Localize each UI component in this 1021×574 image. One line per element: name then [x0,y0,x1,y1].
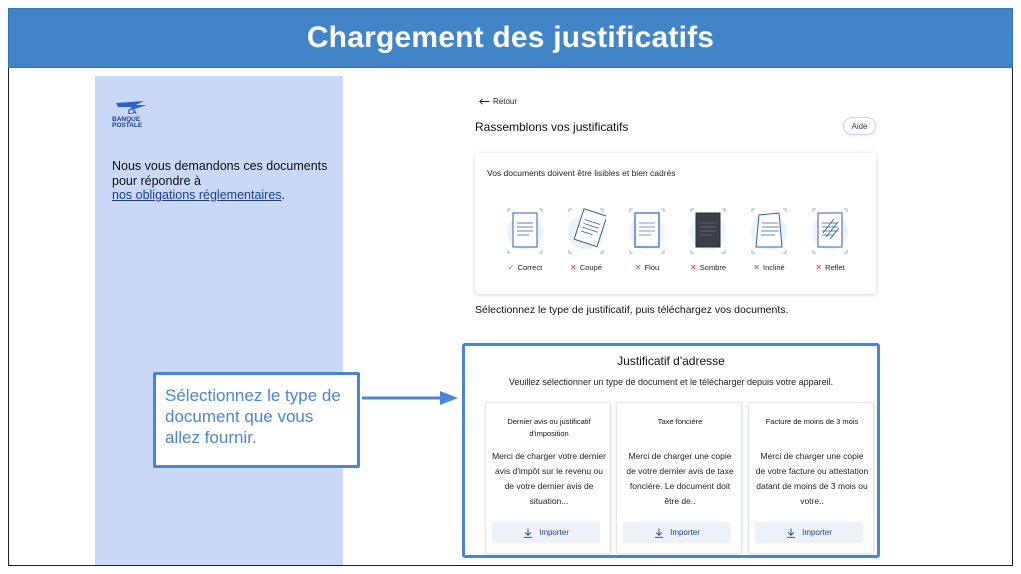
card-title: Facture de moins de 3 mois [765,417,859,426]
callout-arrow-icon [362,388,460,408]
example-label-text: Sombre [699,263,727,272]
page-title: Rassemblons vos justificatifs [475,120,629,134]
import-label: Importer [670,528,700,537]
download-icon [654,528,664,538]
help-button[interactable]: Aide [843,117,876,135]
back-label: Retour [493,97,518,106]
example-label-text: Reflet [825,263,845,272]
guidelines-title: Vos documents doivent être lisibles et bien cadrés [487,168,676,178]
card-title: Dernier avis ou justificatif d'imposition [507,417,591,438]
card-title: Taxe foncière [657,417,703,426]
cross-icon: ✕ [634,263,642,272]
section-title: Justificatif d'adresse [617,354,725,368]
cross-icon: ✕ [570,263,577,272]
example-correct [499,205,551,275]
card-description: Merci de charger votre dernier avis d'impôt sur le revenu ou de votre dernier avis de situation... [492,451,606,506]
logo-line: POSTALE [112,122,143,129]
link-suffix: . [281,188,286,202]
example-cut [560,205,612,275]
slide-title: Chargement des justificatifs [306,21,715,54]
import-button[interactable] [623,522,731,543]
example-label-text: Incliné [763,263,785,272]
example-label [743,263,795,272]
cross-icon: ✕ [815,263,822,272]
instruction-text: Sélectionnez le type de justificatif, puis téléchargez vos documents. [475,304,789,316]
example-dark [682,205,734,275]
check-icon: ✓ [507,263,515,272]
example-label [682,263,734,272]
annotation-callout: Sélectionnez le type de document que vous allez fournir. [153,372,360,468]
import-button[interactable] [755,522,863,543]
document-type-card[interactable] [485,402,611,554]
card-description: Merci de charger une copie de votre dernier avis de taxe foncière. Le document doit être de.. [626,451,734,506]
logo-line: BANQUE [112,115,141,123]
import-button[interactable] [492,522,600,543]
example-label [499,263,551,272]
document-blurry-icon [627,207,667,257]
left-panel [95,76,343,565]
document-tilted-icon [749,207,789,257]
bank-logo [112,100,156,130]
download-icon [523,528,533,538]
example-label [804,263,856,272]
document-type-card[interactable] [748,402,874,554]
logo-line: LA [128,109,137,116]
example-label-text: Correct [517,263,543,272]
import-label: Importer [802,528,832,537]
document-dark-icon [688,207,728,257]
address-proof-section [462,343,880,558]
download-icon [786,528,796,538]
intro-paragraph [112,159,332,203]
photo-guidelines-card [475,153,876,294]
document-glare-icon [810,207,850,257]
card-description: Merci de charger une copie de votre facture ou attestation datant de moins de 3 mois ou votre.. [755,451,869,506]
example-tilted [743,205,795,275]
arrow-left-icon [479,98,490,105]
example-blurry [621,205,673,275]
cross-icon: ✕ [689,263,697,272]
example-glare [804,205,856,275]
example-label-text: Flou [644,263,660,272]
example-label-text: Coupé [579,263,602,272]
example-label [560,263,612,272]
slide-header [8,8,1013,68]
document-type-card[interactable] [616,402,742,554]
document-correct-icon [505,207,545,257]
import-label: Importer [539,528,569,537]
section-subtitle: Veuillez sélectionner un type de document et le télécharger depuis votre appareil. [508,377,834,387]
document-cut-icon [566,207,606,257]
regulatory-link[interactable]: nos obligations réglementaires [112,188,282,202]
back-link[interactable] [479,97,517,106]
logo-text [112,110,142,130]
example-label [621,263,673,272]
cross-icon: ✕ [753,263,760,272]
intro-text: Nous vous demandons ces documents pour répondre à [112,159,328,188]
